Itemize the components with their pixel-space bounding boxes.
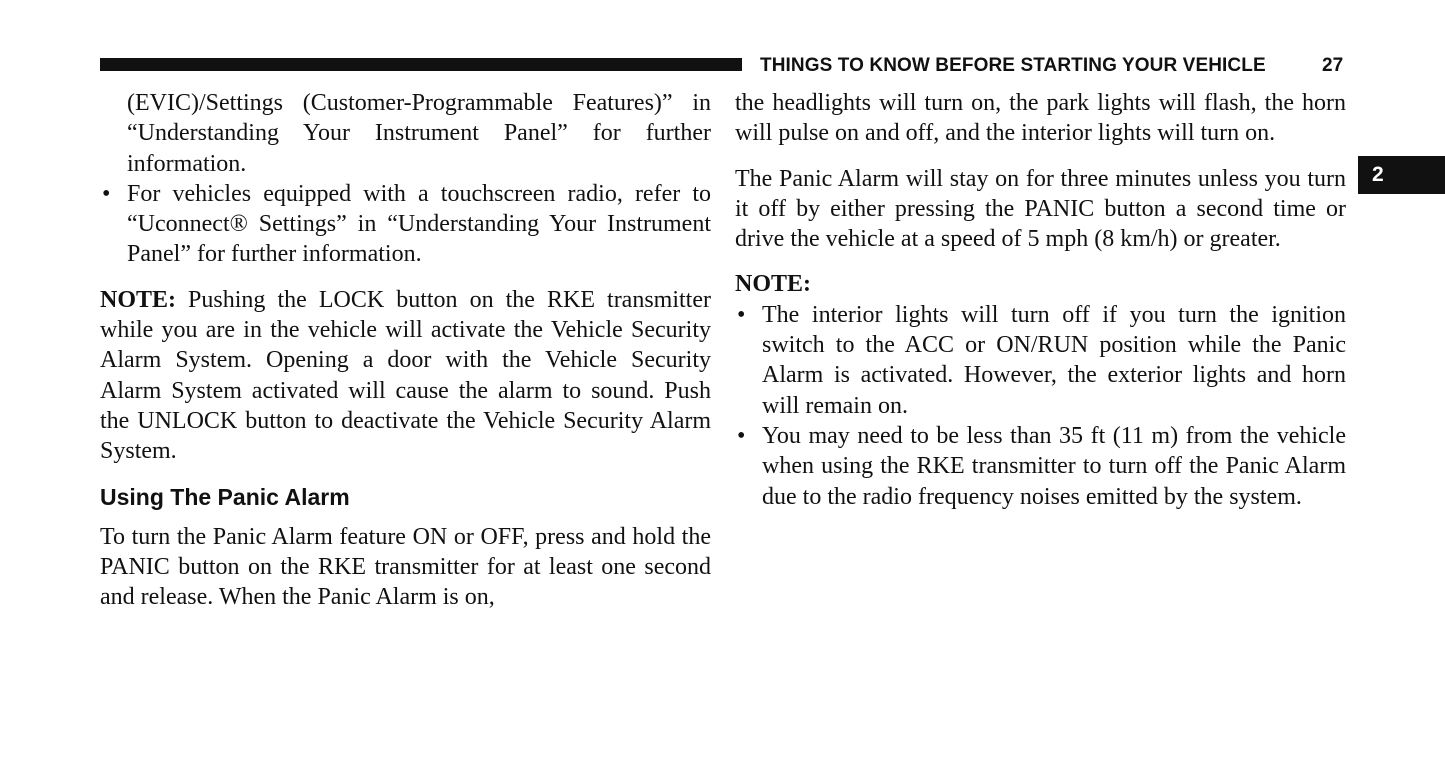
- section-paragraph: To turn the Panic Alarm feature ON or OFF, press and hold the PANIC button on the RKE transmitter for at least one second and release. When the Panic Alarm is on,: [100, 523, 711, 611]
- bullet-icon: •: [102, 180, 111, 207]
- bullet-icon: •: [737, 301, 746, 328]
- note-label: NOTE:: [735, 271, 812, 298]
- bullet-icon: •: [737, 422, 746, 449]
- list-item: [735, 300, 1346, 421]
- list-item-text: For vehicles equipped with a touchscreen radio, refer to “Uconnect® Settings” in “Understanding Your Instrument Panel” for further information.: [127, 180, 711, 268]
- header-rule: [100, 58, 742, 71]
- list-item: [100, 179, 711, 270]
- continued-paragraph: the headlights will turn on, the park lights will flash, the horn will pulse on and off, and the interior lights will turn on.: [735, 90, 1346, 147]
- continued-list-item: (EVIC)/Settings (Customer-Programmable Features)” in “Understanding Your Instrument Panel” for further information.: [127, 90, 711, 177]
- left-column: [100, 88, 711, 612]
- section-heading: Using The Panic Alarm: [100, 483, 350, 510]
- list-item: [735, 421, 1346, 512]
- note-text: Pushing the LOCK button on the RKE transmitter while you are in the vehicle will activate the Vehicle Security Alarm System. Opening a door with the Vehicle Security Alarm System activated will cause the alarm to sound. Push the UNLOCK button to deactivate the Vehicle Security Alarm System.: [100, 286, 711, 465]
- list-item-text: The interior lights will turn off if you turn the ignition switch to the ACC or ON/RUN position while the Panic Alarm is activated. However, the exterior lights and horn will remain on.: [762, 301, 1346, 419]
- running-header-title: THINGS TO KNOW BEFORE STARTING YOUR VEHICLE: [760, 55, 1266, 76]
- note-paragraph: [100, 285, 711, 467]
- chapter-tab: 2: [1358, 156, 1445, 194]
- right-column: [735, 88, 1346, 512]
- list-item-text: You may need to be less than 35 ft (11 m) from the vehicle when using the RKE transmitter to turn off the Panic Alarm due to the radio frequency noises emitted by the system.: [762, 422, 1346, 510]
- panic-alarm-duration-paragraph: The Panic Alarm will stay on for three minutes unless you turn it off by either pressing the PANIC button a second time or drive the vehicle at a speed of 5 mph (8 km/h) or greater.: [735, 165, 1346, 253]
- note-label: NOTE:: [100, 286, 177, 313]
- page-number: 27: [1322, 55, 1344, 76]
